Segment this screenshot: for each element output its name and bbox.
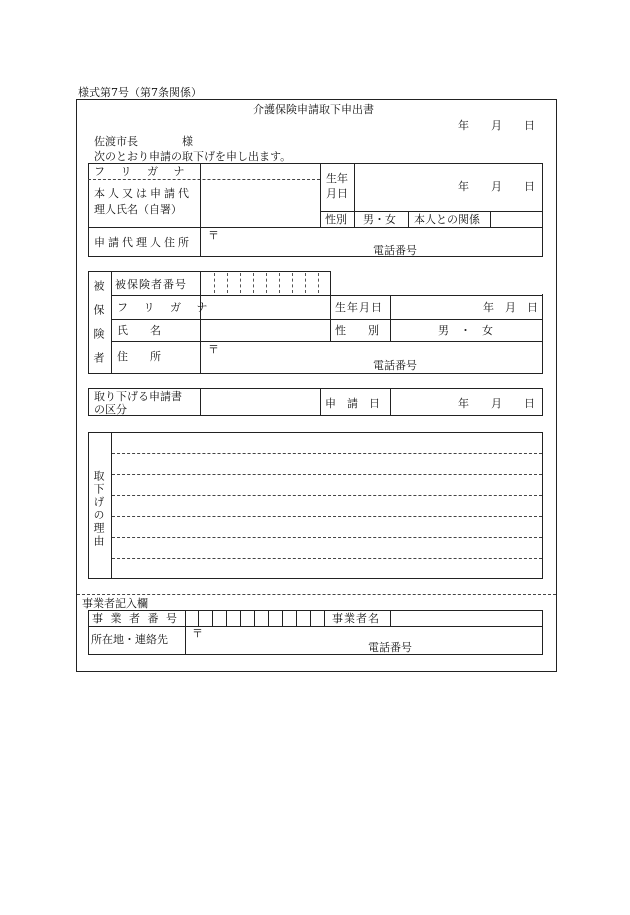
addressee: 佐渡市長 様 (94, 135, 193, 148)
applicant-address-field[interactable] (202, 228, 542, 256)
request-date-label: 申 請 日 (325, 397, 380, 410)
business-location-label: 所在地・連絡先 (91, 633, 168, 646)
insured-furigana-label: フ リ ガ ナ (117, 301, 214, 314)
applicant-birth-label-1: 生年 (326, 172, 348, 185)
reason-field[interactable] (113, 434, 541, 577)
form-title: 介護保険申請取下申出書 (253, 103, 374, 116)
business-location-field[interactable] (186, 627, 542, 654)
insured-phone-label: 電話番号 (373, 359, 417, 372)
insured-name-label: 氏 名 (117, 324, 161, 337)
insured-address-label: 住 所 (117, 350, 161, 363)
reason-label: 取下げの理由 (92, 470, 105, 548)
business-phone-label: 電話番号 (368, 641, 412, 654)
insured-postal-mark: 〒 (208, 343, 219, 356)
business-postal-mark: 〒 (192, 627, 203, 640)
business-number-field[interactable] (186, 611, 323, 625)
business-divider (77, 594, 556, 595)
business-name-field[interactable] (391, 611, 542, 625)
business-number-label: 事 業 者 番 号 (92, 612, 179, 625)
insured-sex-label: 性 別 (335, 324, 379, 337)
form-number: 様式第7号（第7条関係） (78, 86, 202, 99)
applicant-birth-value[interactable]: 年 月 日 (458, 180, 535, 193)
applicant-furigana-field[interactable] (202, 164, 319, 178)
insured-birth-value[interactable]: 年 月 日 (483, 301, 538, 314)
applicant-relation-label: 本人との関係 (414, 213, 480, 226)
insured-furigana-field[interactable] (201, 296, 329, 318)
intro-text: 次のとおり申請の取下げを申し出ます。 (94, 150, 292, 163)
date-line[interactable]: 年 月 日 (458, 119, 535, 132)
insured-number-label: 被保険者番号 (115, 278, 187, 291)
business-name-label: 事業者名 (332, 612, 380, 625)
applicant-address-label: 申請代理人住所 (94, 236, 192, 249)
insured-birth-label: 生年月日 (335, 301, 383, 314)
insured-sex-options[interactable]: 男 ・ 女 (438, 324, 493, 337)
applicant-birth-label-2: 月日 (326, 187, 348, 200)
applicant-furigana-label: フ リ ガ ナ (94, 165, 191, 178)
insured-number-field[interactable] (201, 272, 329, 294)
applicant-relation-field[interactable] (491, 212, 542, 226)
applicant-name-field[interactable] (202, 181, 319, 226)
request-date-value[interactable]: 年 月 日 (458, 397, 535, 410)
applicant-sex-options[interactable]: 男・女 (363, 213, 396, 226)
insured-side-label: 被保険者 (92, 280, 105, 376)
applicant-phone-label: 電話番号 (373, 244, 417, 257)
request-type-label-2: の区分 (94, 403, 127, 416)
applicant-sex-label: 性別 (325, 213, 347, 226)
insured-name-field[interactable] (201, 320, 329, 340)
request-type-field[interactable] (201, 389, 319, 415)
request-type-label-1: 取り下げる申請書 (94, 390, 182, 403)
applicant-name-label-2: 理人氏名（自署） (94, 203, 182, 216)
applicant-postal-mark: 〒 (208, 229, 219, 242)
business-section-label: 事業者記入欄 (82, 597, 148, 610)
applicant-name-label-1: 本人又は申請代 (94, 187, 192, 200)
insured-address-field[interactable] (201, 342, 541, 373)
